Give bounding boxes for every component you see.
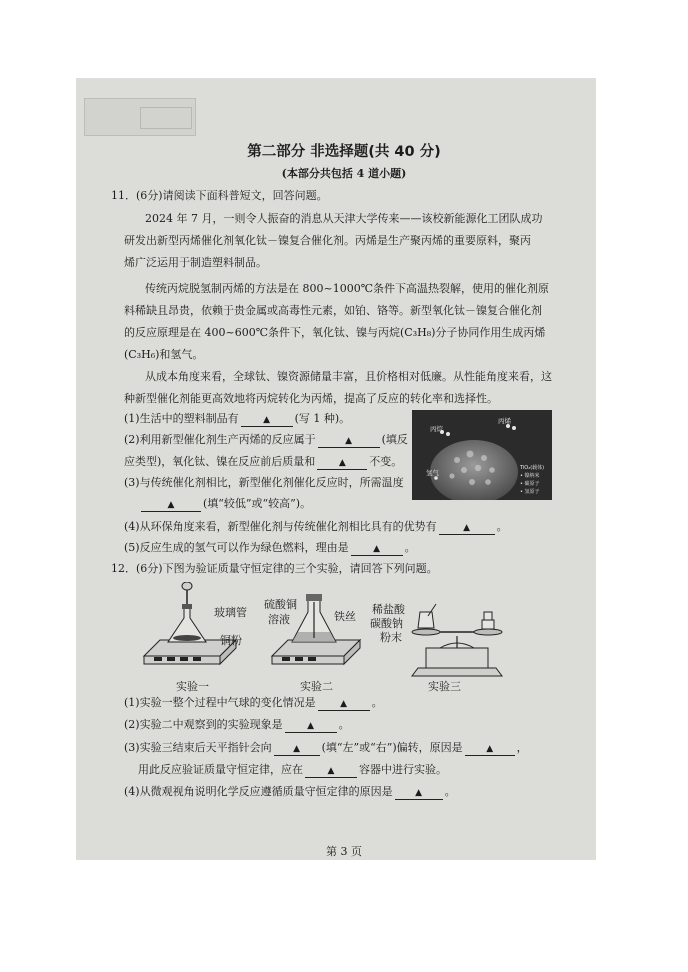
q12-sub2-tail: 。 (338, 718, 350, 731)
answer-blank-12-3c[interactable] (305, 764, 357, 778)
answer-blank-12-2[interactable] (285, 719, 337, 733)
q11-p1-line1: 2024 年 7 月，一则令人振奋的消息从天津大学传来——该校新能源化工团队成功 (145, 212, 543, 225)
q11-sub5 (124, 541, 416, 556)
label-sodium-carbonate: 碳酸钠 (370, 617, 403, 630)
blank-marker: ▲ (167, 500, 175, 510)
experiment-1-diagram (140, 582, 250, 674)
q12-sub3-cont-tail: 容器中进行实验。 (359, 763, 447, 776)
caption-experiment-2: 实验二 (300, 680, 333, 693)
section-title: 第二部分 非选择题(共 40 分) (247, 144, 441, 160)
legend-carbon: • 碳原子 (520, 481, 540, 487)
blank-marker: ▲ (340, 699, 348, 709)
q11-p1-line2: 研发出新型丙烯催化剂氧化钛－镍复合催化剂。丙烯是生产聚丙烯的重要原料，聚丙 (124, 234, 531, 247)
q11-p2-line2: 料稀缺且昂贵，依赖于贵金属或高毒性元素，如铂、铬等。新型氧化钛－镍复合催化剂 (124, 304, 542, 317)
q11-p2-line4: (C₃H₆)和氢气。 (124, 348, 204, 361)
label-dilute-hcl: 稀盐酸 (372, 603, 405, 616)
answer-blank-11-1[interactable] (241, 413, 293, 427)
q12-sub3-tail: ， (516, 741, 528, 754)
q12-sub3-cont-text: 用此反应验证质量守恒定律，应在 (138, 763, 303, 776)
q11-sub2-text: (2)利用新型催化剂生产丙烯的反应属于 (124, 433, 316, 446)
label-copper-powder: 铜粉 (220, 634, 242, 647)
answer-blank-12-1[interactable] (318, 697, 370, 711)
page-number: 第 3 页 (326, 845, 362, 858)
blank-marker: ▲ (463, 523, 471, 533)
answer-blank-12-4[interactable] (395, 786, 443, 800)
q12-sub1-text: (1)实验一整个过程中气球的变化情况是 (124, 696, 316, 709)
q11-p3-line2: 种新型催化剂能更高效地将丙烷转化为丙烯，提高了反应的转化率和选择性。 (124, 392, 498, 405)
q12-sub3 (124, 741, 528, 756)
section-subtitle: (本部分共包括 4 道小题) (281, 167, 407, 180)
q11-sub1-tail: (写 1 种)。 (294, 412, 351, 425)
q12-sub3-cont (138, 763, 447, 778)
legend-hydrogen: • 氢原子 (520, 489, 540, 495)
q11-sub3-tail: (填“较低”或“较高”)。 (203, 497, 312, 510)
label-copper-sulfate: 硫酸铜 (264, 598, 297, 611)
q11-sub1-text: (1)生活中的塑料制品有 (124, 412, 239, 425)
q12-sub4-tail: 。 (444, 785, 456, 798)
blank-marker: ▲ (486, 744, 494, 754)
catalyst-illustration (412, 410, 552, 500)
q11-sub1 (124, 412, 350, 427)
q12-sub4-text: (4)从微观视角说明化学反应遵循质量守恒定律的原因是 (124, 785, 393, 798)
q11-intro: 11．(6分)请阅读下面科普短文，回答问题。 (111, 189, 328, 202)
q11-sub2-cont-text: 应类型)，氧化钛、镍在反应前后质量和 (124, 455, 316, 468)
q12-intro: 12．(6分)下图为验证质量守恒定律的三个实验，请回答下列问题。 (111, 562, 438, 575)
experiment-3-balance-diagram (404, 598, 510, 678)
q12-sub4 (124, 785, 456, 800)
blank-marker: ▲ (373, 544, 381, 554)
answer-blank-11-3[interactable] (141, 498, 201, 512)
q11-sub4-text: (4)从环保角度来看，新型催化剂与传统催化剂相比具有的优势有 (124, 520, 437, 533)
q11-sub5-text: (5)反应生成的氢气可以作为绿色燃料，理由是 (124, 541, 349, 554)
q11-sub3-cont (139, 497, 311, 512)
q11-p2-line3: 的反应原理是在 400~600℃条件下，氧化钛、镍与丙烷(C₃H₈)分子协同作用生成丙烯 (124, 326, 546, 339)
q11-sub4-tail: 。 (496, 520, 508, 533)
blank-marker: ▲ (307, 721, 315, 731)
label-propane: 丙烷 (430, 425, 443, 433)
score-box (84, 98, 196, 136)
label-hydrogen: 氢气 (426, 469, 439, 477)
answer-blank-12-3b[interactable] (465, 742, 515, 756)
q11-sub5-tail: 。 (404, 541, 416, 554)
blank-marker: ▲ (263, 415, 271, 425)
q11-p3-line1: 从成本角度来看，全球钛、镍资源储量丰富，且价格相对低廉。从性能角度来看，这 (145, 370, 552, 383)
caption-experiment-1: 实验一 (176, 680, 209, 693)
answer-blank-12-3a[interactable] (274, 742, 320, 756)
legend-nickel: • 镍纳米 (520, 473, 540, 479)
answer-blank-11-2b[interactable] (317, 456, 367, 470)
q11-sub2-cont (124, 455, 402, 470)
q11-sub4 (124, 520, 508, 535)
q11-p2-line1: 传统丙烷脱氢制丙烯的方法是在 800~1000℃条件下高温热裂解，使用的催化剂原 (145, 282, 550, 295)
q11-sub2-tail: (填反 (381, 433, 408, 446)
q12-sub2 (124, 718, 350, 733)
answer-blank-11-4[interactable] (439, 521, 495, 535)
blank-marker: ▲ (345, 436, 353, 446)
q11-sub2 (124, 433, 408, 448)
q11-sub3: (3)与传统催化剂相比，新型催化剂催化反应时，所需温度 (124, 476, 404, 489)
q11-sub2-cont-tail: 不变。 (369, 455, 403, 468)
blank-marker: ▲ (293, 744, 301, 754)
q12-sub3-text: (3)实验三结束后天平指针会向 (124, 741, 272, 754)
q12-sub2-text: (2)实验二中观察到的实验现象是 (124, 718, 283, 731)
caption-experiment-3: 实验三 (428, 680, 461, 693)
blank-marker: ▲ (338, 458, 346, 468)
answer-blank-11-5[interactable] (351, 542, 403, 556)
q11-p1-line3: 烯广泛运用于制造塑料制品。 (124, 256, 267, 269)
score-box-inner (140, 107, 192, 129)
blank-marker: ▲ (415, 788, 423, 798)
legend-tio2: TiO₂(载体) (520, 465, 545, 471)
label-glass-tube: 玻璃管 (214, 606, 247, 619)
label-iron-wire: 铁丝 (334, 610, 356, 623)
label-powder: 粉末 (380, 631, 402, 644)
q12-sub1 (124, 696, 383, 711)
answer-blank-11-2a[interactable] (318, 434, 380, 448)
label-solution: 溶液 (268, 613, 290, 626)
q12-sub1-tail: 。 (371, 696, 383, 709)
label-propylene: 丙烯 (498, 417, 511, 425)
q12-sub3-mid: (填“左”或“右”)偏转，原因是 (321, 741, 463, 754)
blank-marker: ▲ (327, 766, 335, 776)
